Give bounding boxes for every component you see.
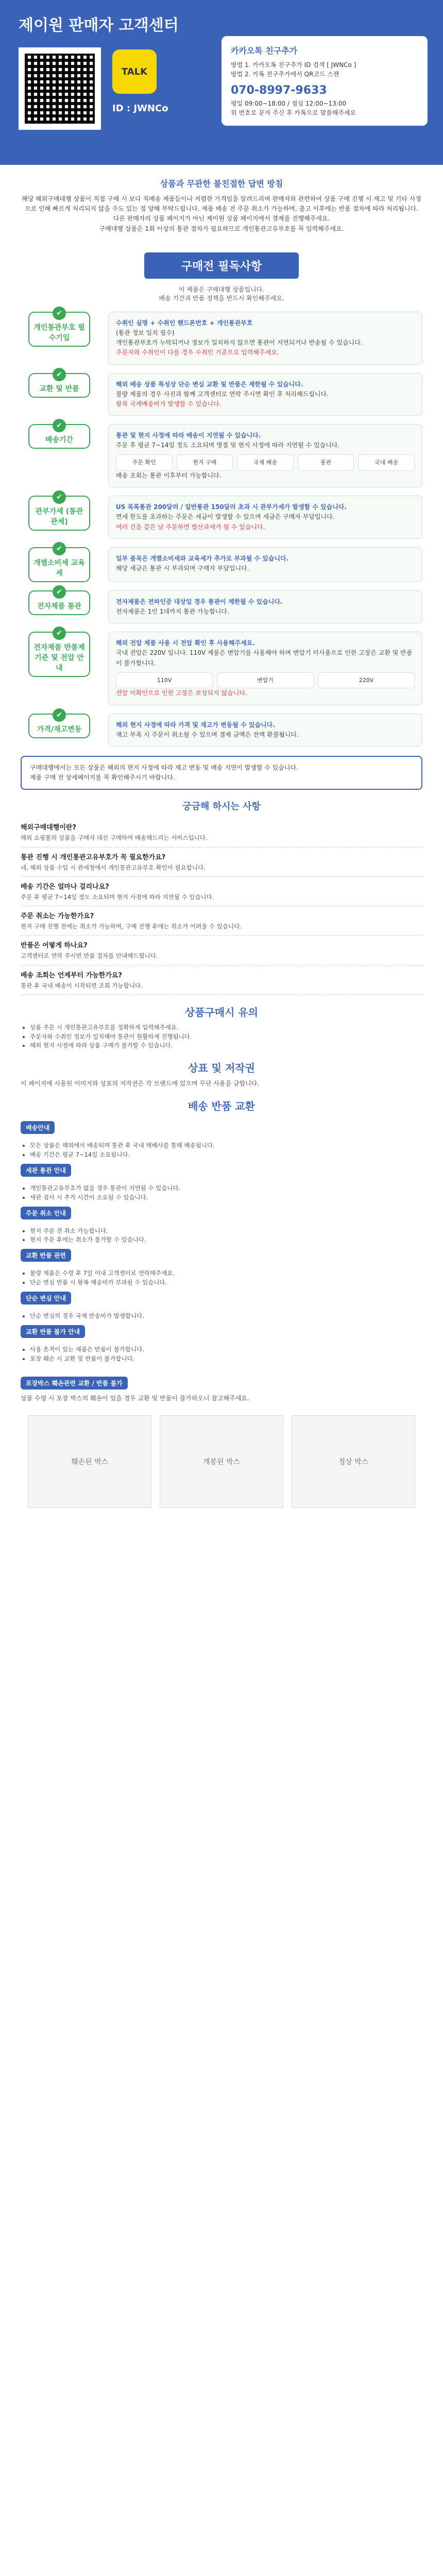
step-note: 배송 조회는 통관 이후부터 가능합니다. — [116, 472, 222, 480]
hero-header — [0, 0, 443, 165]
step-badge: ✔ 전자제품 반품제기준 및 전압 안내 — [28, 632, 90, 677]
faq-answer: 해외 쇼핑몰의 상품을 구매자 대신 구매하여 배송해드리는 서비스입니다. — [21, 834, 208, 842]
faq-answer: 현지 구매 진행 전에는 취소가 가능하며, 구매 진행 후에는 취소가 어려울 수 있습니다. — [21, 923, 242, 930]
package-body: 상품 수령 시 포장 박스의 훼손이 있을 경우 교환 및 반품이 불가하오니 참고해주세요. — [21, 1395, 249, 1402]
step-title: 해외 전압 제품 사용 시 전압 확인 후 사용해주세요. — [116, 639, 255, 647]
step-customs-duties — [21, 496, 422, 539]
purchase-title: 상품구매시 유의 — [184, 1006, 259, 1019]
faq-question: 반품은 어떻게 하나요? — [21, 942, 88, 950]
faq-title: 궁금해 하시는 사항 — [182, 801, 261, 812]
step-exchange-return — [21, 373, 422, 416]
brand-copyright — [21, 1060, 422, 1089]
bottom-notice — [21, 756, 422, 790]
step-price-stock — [21, 714, 422, 747]
notice-body-3: 구매대행 상품은 1회 이상의 통관 절차가 필요하므로 개인통관고유부호를 꼭 입력해주세요. — [99, 225, 344, 232]
qr-code-image — [19, 47, 101, 130]
faq-item — [21, 848, 422, 877]
delivery-flow — [116, 454, 415, 471]
policy-item: • 포장 훼손 시 교환 및 반품이 불가합니다. — [30, 1354, 422, 1364]
step-title: 전자제품은 전파인증 대상일 경우 통관이 제한될 수 있습니다. — [116, 598, 283, 605]
purchase-item: • 해외 현지 사정에 따라 상품 구매가 불가할 수 있습니다. — [30, 1041, 422, 1050]
step-badge: ✔ 개인통관부호 필수기입 — [28, 312, 90, 347]
policy-group — [21, 1160, 422, 1202]
policy-group — [21, 1117, 422, 1160]
faq-question: 통관 진행 시 개인통관고유부호가 꼭 필요한가요? — [21, 853, 166, 861]
policy-group — [21, 1245, 422, 1287]
step-title: US 목록통관 200달러 / 일반통관 150달러 초과 시 관부가세가 발생할 수 있습니다. — [116, 503, 347, 511]
kakao-id: ID : JWNCo — [112, 103, 168, 114]
flow-step: 통관 — [298, 454, 354, 471]
normal-box-image: 정상 박스 — [292, 1415, 415, 1508]
step-warning: 왕복 국제배송비가 발생할 수 있습니다. — [116, 400, 222, 408]
info-line-2: 방법 2. 카톡 친구추가에서 QR코드 스캔 — [231, 71, 339, 78]
step-card — [108, 547, 422, 582]
flow-step: 국내 배송 — [358, 454, 415, 471]
policy-item: • 사용 흔적이 있는 제품은 반품이 불가합니다. — [30, 1345, 422, 1354]
faq-answer: 네, 해외 상품 수입 시 관세청에서 개인통관고유부호 확인이 필요합니다. — [21, 863, 206, 871]
package-images — [21, 1415, 422, 1508]
faq-answer: 고객센터로 연락 주시면 반품 절차를 안내해드립니다. — [21, 952, 158, 960]
policy-chip: 교환 반품 불가 안내 — [21, 1325, 85, 1338]
step-badge: ✔ 관부가세 (통관관세) — [28, 496, 90, 531]
policy-item: • 현지 주문 전 취소 가능합니다. — [30, 1227, 422, 1236]
policy-group — [21, 1202, 422, 1245]
purchase-item: • 주문자와 수취인 정보가 일치해야 통관이 원활하게 진행됩니다. — [30, 1032, 422, 1042]
qr-pattern — [25, 54, 95, 124]
package-title: 포장박스 훼손관련 교환 / 반품 불가 — [21, 1377, 128, 1389]
policy-item: • 현지 주문 후에는 취소가 불가할 수 있습니다. — [30, 1235, 422, 1245]
phone-note: 위 번호로 문자 주신 후 카톡으로 말씀해주세요 — [231, 109, 356, 116]
policy-item: • 세관 검사 시 추가 시간이 소요될 수 있습니다. — [30, 1193, 422, 1202]
kakao-talk-icon: TALK — [112, 49, 157, 94]
step-customs-code — [21, 312, 422, 365]
faq-item — [21, 936, 422, 965]
sub-intro-line-1: 이 제품은 구매대행 상품입니다. — [179, 285, 264, 293]
step-warning: 전압 미확인으로 인한 고장은 보상되지 않습니다. — [116, 689, 247, 697]
damaged-box-image: 훼손된 박스 — [28, 1415, 151, 1508]
business-hours: 평일 09:00~18:00 / 점심 12:00~13:00 — [231, 100, 347, 107]
flow-step: 국제 배송 — [237, 454, 294, 471]
voltage-box: 110V — [116, 672, 213, 689]
faq-question: 해외구매대행이란? — [21, 824, 77, 832]
voltage-box: 220V — [318, 672, 415, 689]
step-card — [108, 424, 422, 487]
policy-chip: 주문 취소 안내 — [21, 1207, 71, 1219]
opened-box-image: 개봉된 박스 — [160, 1415, 283, 1508]
step-subtitle: (통관 정보 일치 필수) — [116, 329, 175, 336]
policy-chip: 세관 통관 안내 — [21, 1164, 71, 1177]
step-body: 전자제품은 1인 1대까지 통관 가능합니다. — [116, 607, 229, 615]
step-card — [108, 496, 422, 539]
bottom-notice-body: 제품 구매 전 상세페이지를 꼭 확인해주시기 바랍니다. — [30, 774, 175, 782]
step-badge: ✔ 가격/재고변동 — [28, 714, 90, 738]
package-damage — [21, 1372, 422, 1403]
policy-item: • 단순 변심 반품 시 왕복 배송비가 부과될 수 있습니다. — [30, 1278, 422, 1287]
policy-item: • 불량 제품은 수령 후 7일 이내 고객센터로 연락해주세요. — [30, 1269, 422, 1278]
step-body: 개인통관부호가 누락되거나 정보가 일치하지 않으면 통관이 지연되거나 반송될 수 있습니다. — [116, 339, 363, 347]
bottom-notice-title: 구매대행에서는 모든 상품은 해외의 현지 사정에 따라 재고 변동 및 배송 지연이 발생할 수 있습니다. — [30, 764, 298, 771]
faq-answer: 통관 후 국내 배송이 시작되면 조회 가능합니다. — [21, 981, 143, 989]
faq-section — [21, 799, 422, 995]
step-badge: ✔ 교환 및 반품 — [28, 373, 90, 398]
sub-intro-line-2: 배송 기간과 반품 정책을 반드시 확인해주세요. — [159, 294, 284, 302]
step-body: 면세 한도를 초과하는 주문은 세금이 발생할 수 있으며 세금은 구매자 부담입니다. — [116, 513, 335, 521]
step-title: 해외 현지 사정에 따라 가격 및 재고가 변동될 수 있습니다. — [116, 721, 275, 728]
hero-title: 제이원 판매자 고객센터 — [19, 16, 179, 35]
policy-item: • 모든 상품은 해외에서 배송되며 통관 후 국내 택배사를 통해 배송됩니다. — [30, 1141, 422, 1150]
policy-chip: 단순 변심 안내 — [21, 1292, 71, 1304]
must-read-banner: 구매전 필독사항 — [144, 252, 299, 279]
step-body: 불량 제품의 경우 사진과 함께 고객센터로 연락 주시면 확인 후 처리해드립니다. — [116, 390, 329, 398]
purchase-caution — [21, 1004, 422, 1050]
step-card — [108, 312, 422, 365]
purchase-list — [21, 1023, 422, 1050]
step-title: 해외 배송 상품 특성상 단순 변심 교환 및 반품은 제한될 수 있습니다. — [116, 380, 303, 388]
step-badge: ✔ 배송기간 — [28, 424, 90, 449]
notice-body-2: 다른 판매자의 상품 페이지가 아닌 제이원 상품 페이지에서 결제를 진행해주세요. — [113, 215, 330, 223]
flow-step: 현지 구매 — [177, 454, 233, 471]
step-body: 국내 전압은 220V 입니다. 110V 제품은 변압기를 사용해야 하며 변압기 미사용으로 인한 고장은 교환 및 반품이 불가합니다. — [116, 649, 413, 667]
faq-question: 배송 기간은 얼마나 걸리나요? — [21, 883, 109, 891]
brand-body: 이 페이지에 사용된 이미지와 상표의 저작권은 각 브랜드에 있으며 무단 사용을 금합니다. — [21, 1080, 260, 1088]
step-warning: 주문자와 수취인이 다를 경우 수취인 기준으로 입력해주세요. — [116, 349, 279, 357]
step-delivery-period — [21, 424, 422, 487]
phone-number: 070-8997-9633 — [231, 84, 327, 97]
info-title: 카카오톡 친구추가 — [231, 46, 298, 56]
step-card — [108, 373, 422, 416]
policy-group — [21, 1321, 422, 1364]
step-body: 해당 세금은 통관 시 부과되며 구매자 부담입니다. — [116, 564, 249, 572]
policy-section — [21, 1098, 422, 1363]
policy-chip: 교환 반품 관련 — [21, 1249, 71, 1262]
policy-chip: 배송안내 — [21, 1121, 55, 1134]
faq-question: 주문 취소는 가능한가요? — [21, 912, 94, 920]
notice-section — [0, 165, 443, 246]
step-body: 재고 부족 시 주문이 취소될 수 있으며 결제 금액은 전액 환불됩니다. — [116, 731, 299, 738]
faq-item — [21, 906, 422, 936]
step-consumption-tax — [21, 547, 422, 582]
step-card — [108, 632, 422, 705]
faq-question: 배송 조회는 언제부터 가능한가요? — [21, 971, 122, 979]
flow-step: 주문 확인 — [116, 454, 173, 471]
faq-answer: 주문 후 평균 7~14일 정도 소요되며 현지 사정에 따라 지연될 수 있습니다. — [21, 893, 214, 901]
voltage-row — [116, 672, 415, 689]
brand-title: 상표 및 저작권 — [188, 1062, 255, 1075]
policy-item: • 단순 변심의 경우 국제 반송비가 발생합니다. — [30, 1312, 422, 1321]
notice-body: 해당 해외구매대행 상품이 직접 구매 시 보다 직배송 제품들이나 저렴한 가격임을 알려드리며 판매자와 관련하여 상품 구매 진행 시 재고 및 기타 사정으로 인해 빠르게 처리되지 않을 수도 있는 점 양해 부탁드립니다. 제품 배송 전 주문 취소가 가능하며, 출고 이후에는 반품 절차에 따라 처리됩니다. — [22, 195, 421, 213]
voltage-box: 변압기 — [217, 672, 314, 689]
notice-title: 상품과 무관한 불친절한 답변 방침 — [160, 179, 283, 189]
step-badge: ✔ 개별소비세 교육세 — [28, 547, 90, 582]
step-title: 일부 품목은 개별소비세와 교육세가 추가로 부과될 수 있습니다. — [116, 554, 289, 562]
step-title: 통관 및 현지 사정에 따라 배송이 지연될 수 있습니다. — [116, 432, 261, 439]
faq-item — [21, 877, 422, 906]
step-electronics — [21, 590, 422, 623]
info-line-1: 방법 1. 카카오톡 친구추가 ID 검색 [ JWNCo ] — [231, 61, 356, 69]
policy-group — [21, 1287, 422, 1321]
step-badge: ✔ 전자제품 통관 — [28, 590, 90, 615]
step-card — [108, 590, 422, 623]
policy-item: • 배송 기간은 평균 7~14일 소요됩니다. — [30, 1150, 422, 1160]
purchase-item: • 상품 주문 시 개인통관고유부호를 정확하게 입력해주세요. — [30, 1023, 422, 1032]
faq-item — [21, 965, 422, 995]
faq-item — [21, 818, 422, 847]
steps-list — [0, 312, 443, 747]
policy-item: • 개인통관고유부호가 없을 경우 통관이 지연될 수 있습니다. — [30, 1184, 422, 1193]
step-title: 수취인 실명 + 수취인 핸드폰번호 + 개인통관부호 — [116, 319, 253, 327]
policy-title: 배송 반품 교환 — [188, 1100, 255, 1113]
step-body: 주문 후 평균 7~14일 정도 소요되며 명절 및 현지 사정에 따라 지연될 수 있습니다. — [116, 442, 340, 449]
step-warning: 여러 건을 같은 날 주문하면 합산과세가 될 수 있습니다. — [116, 523, 265, 531]
hero-info-card — [222, 36, 428, 126]
step-voltage — [21, 632, 422, 705]
step-card — [108, 714, 422, 747]
sub-intro — [0, 285, 443, 302]
